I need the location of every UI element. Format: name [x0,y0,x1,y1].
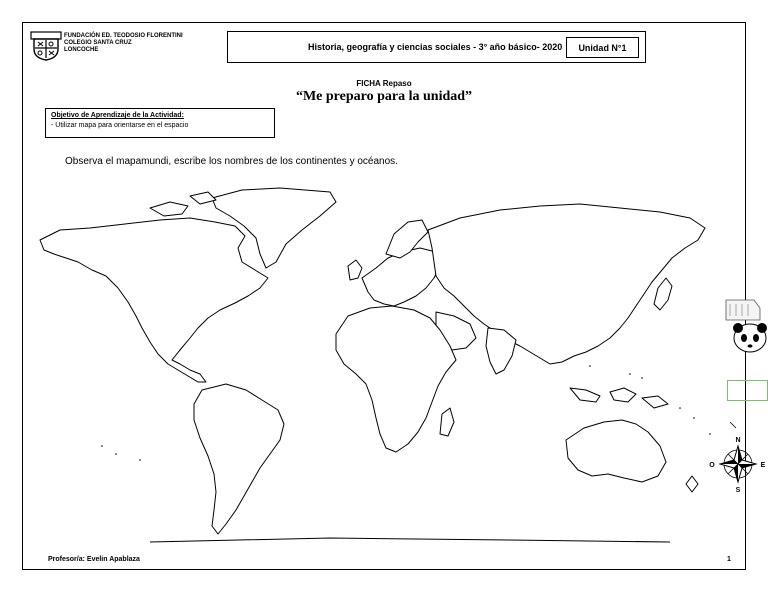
africa-outline [336,306,456,452]
antarctica-outline [150,538,670,542]
side-answer-box [727,380,768,401]
unit-label: Unidad N°1 [566,37,639,58]
world-map-outline [30,178,730,548]
instruction-text: Observa el mapamundi, escribe los nombres de los continentes y océanos. [65,156,398,167]
page-title: “Me preparo para la unidad” [295,89,473,104]
teacher-name: Profesor/a: Evelin Apablaza [48,556,140,563]
school-line-3: LONCOCHE [64,47,99,53]
school-name [64,33,183,54]
objective-box [45,108,275,138]
objective-title: Objetivo de Aprendizaje de la Actividad: [51,112,184,119]
page-number: 1 [727,556,731,563]
arctic-islands-outline [150,202,188,216]
compass-rose-icon [708,420,768,496]
madagascar-outline [440,408,454,436]
compass-north: N [735,437,741,444]
japan-outline [654,278,672,310]
subject-title: Historia, geografía y ciencias sociales - 3° año básico- 2020 [308,42,563,52]
australia-outline [566,420,666,482]
compass-east: E [760,462,766,469]
school-crest-icon [30,31,62,61]
objective-item: - Utilizar mapa para orientarse en el espacio [51,122,189,129]
compass-south: S [735,487,741,494]
south-america-outline [194,384,284,534]
new-zealand-outline [686,476,698,492]
indonesia-outline [570,388,600,402]
britain-outline [348,260,362,280]
school-line-1: FUNDACIÓN ED. TEODOSIO FLORENTINI [64,33,183,39]
north-america-outline [40,218,268,382]
school-line-2: COLEGIO SANTA CRUZ [64,40,132,46]
panda-decoration-icon [720,296,768,356]
compass-west: O [709,462,715,469]
worksheet-type: FICHA Repaso [356,79,412,88]
